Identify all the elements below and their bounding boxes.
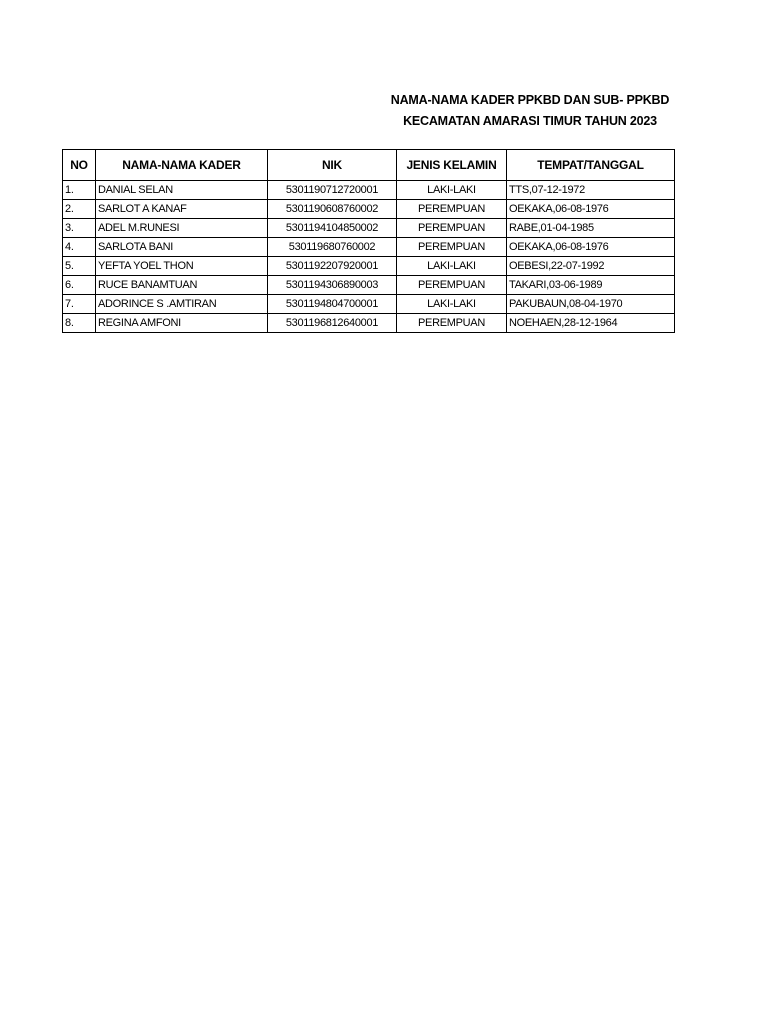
- cell-no: 5.: [63, 257, 96, 276]
- cell-no: 4.: [63, 238, 96, 257]
- cell-nama: REGINA AMFONI: [96, 314, 268, 333]
- header-nik: NIK: [268, 150, 397, 181]
- cell-no: 6.: [63, 276, 96, 295]
- cell-nik: 5301190608760002: [268, 200, 397, 219]
- cell-nik: 530119680760002: [268, 238, 397, 257]
- cell-jenis-kelamin: PEREMPUAN: [397, 219, 507, 238]
- cell-nik: 5301194804700001: [268, 295, 397, 314]
- header-jenis-kelamin: JENIS KELAMIN: [397, 150, 507, 181]
- header-nama: NAMA-NAMA KADER: [96, 150, 268, 181]
- cell-nama: DANIAL SELAN: [96, 181, 268, 200]
- header-tempat-tanggal: TEMPAT/TANGGAL: [507, 150, 675, 181]
- table-row: [63, 314, 675, 333]
- header-no: NO: [63, 150, 96, 181]
- table-row: [63, 238, 675, 257]
- document-title: [360, 90, 700, 132]
- table-row: [63, 257, 675, 276]
- cell-tempat-tanggal: PAKUBAUN,08-04-1970: [507, 295, 675, 314]
- cell-tempat-tanggal: TTS,07-12-1972: [507, 181, 675, 200]
- cell-nama: SARLOTA BANI: [96, 238, 268, 257]
- cell-no: 1.: [63, 181, 96, 200]
- cell-no: 8.: [63, 314, 96, 333]
- cell-nama: SARLOT A KANAF: [96, 200, 268, 219]
- cell-nama: ADORINCE S .AMTIRAN: [96, 295, 268, 314]
- cell-tempat-tanggal: OEBESI,22-07-1992: [507, 257, 675, 276]
- cell-tempat-tanggal: OEKAKA,06-08-1976: [507, 200, 675, 219]
- cell-jenis-kelamin: LAKI-LAKI: [397, 257, 507, 276]
- cell-nik: 5301190712720001: [268, 181, 397, 200]
- cell-nama: RUCE BANAMTUAN: [96, 276, 268, 295]
- title-line-2: KECAMATAN AMARASI TIMUR TAHUN 2023: [403, 114, 657, 128]
- cell-jenis-kelamin: PEREMPUAN: [397, 276, 507, 295]
- cell-tempat-tanggal: TAKARI,03-06-1989: [507, 276, 675, 295]
- table-header-row: [63, 150, 675, 181]
- table-row: [63, 295, 675, 314]
- cell-tempat-tanggal: OEKAKA,06-08-1976: [507, 238, 675, 257]
- table-row: [63, 219, 675, 238]
- kader-table: [62, 149, 675, 333]
- title-line-1: NAMA-NAMA KADER PPKBD DAN SUB- PPKBD: [390, 93, 670, 107]
- table-row: [63, 181, 675, 200]
- cell-no: 3.: [63, 219, 96, 238]
- cell-tempat-tanggal: RABE,01-04-1985: [507, 219, 675, 238]
- table-row: [63, 200, 675, 219]
- cell-nik: 5301194306890003: [268, 276, 397, 295]
- cell-no: 2.: [63, 200, 96, 219]
- cell-jenis-kelamin: PEREMPUAN: [397, 238, 507, 257]
- cell-jenis-kelamin: PEREMPUAN: [397, 314, 507, 333]
- cell-no: 7.: [63, 295, 96, 314]
- cell-nama: ADEL M.RUNESI: [96, 219, 268, 238]
- cell-jenis-kelamin: LAKI-LAKI: [397, 295, 507, 314]
- cell-jenis-kelamin: PEREMPUAN: [397, 200, 507, 219]
- cell-nik: 5301192207920001: [268, 257, 397, 276]
- cell-nik: 5301194104850002: [268, 219, 397, 238]
- cell-nama: YEFTA YOEL THON: [96, 257, 268, 276]
- cell-tempat-tanggal: NOEHAEN,28-12-1964: [507, 314, 675, 333]
- table-row: [63, 276, 675, 295]
- cell-jenis-kelamin: LAKI-LAKI: [397, 181, 507, 200]
- cell-nik: 5301196812640001: [268, 314, 397, 333]
